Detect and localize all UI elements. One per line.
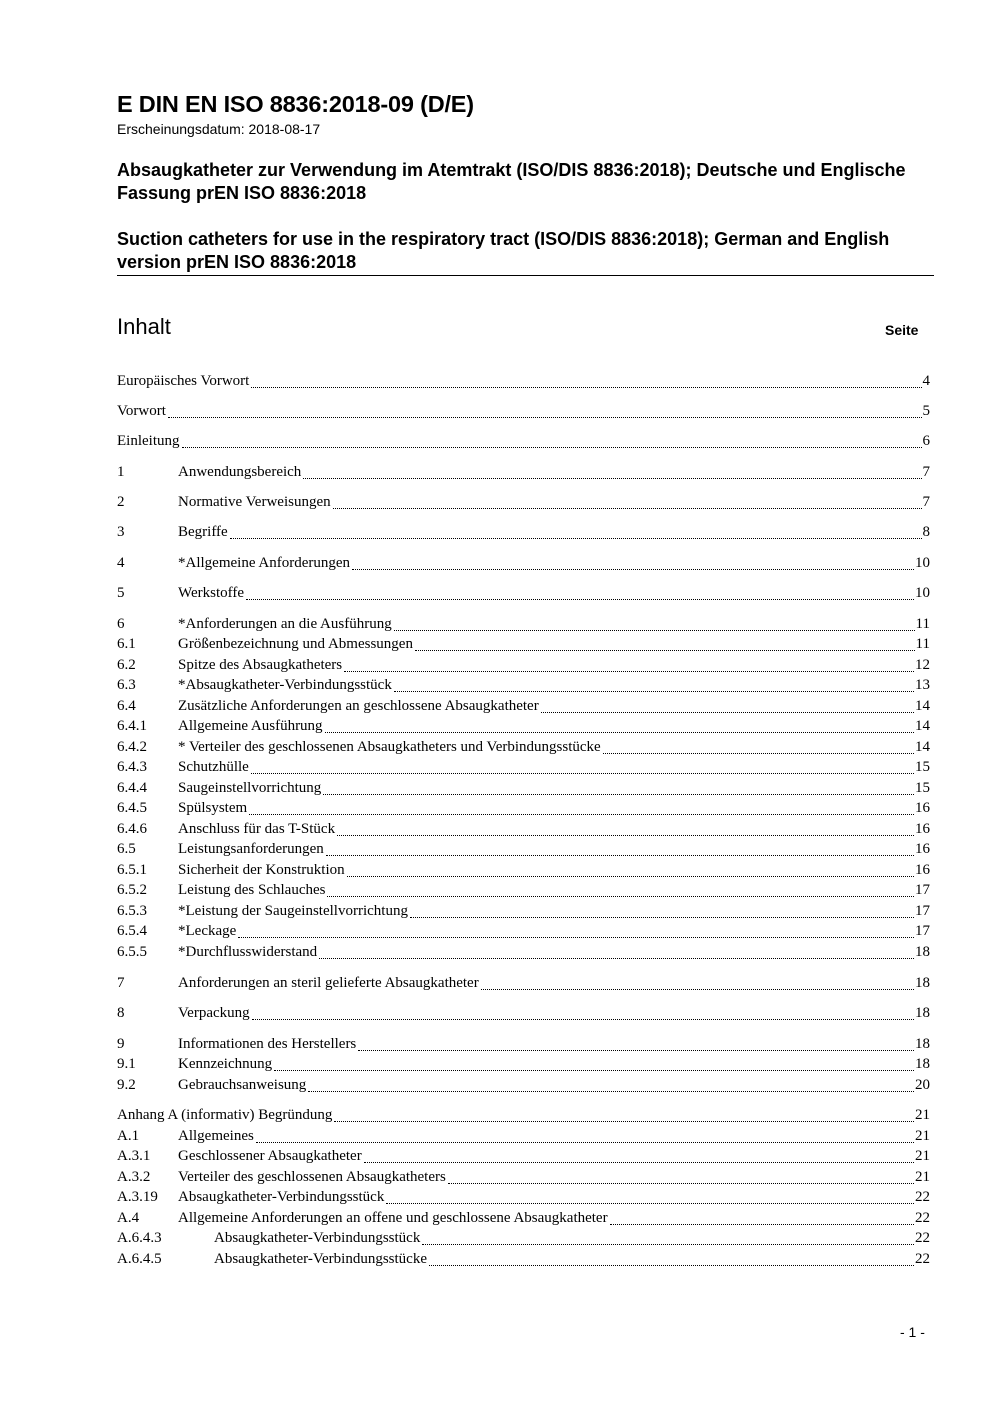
toc-leader-dots xyxy=(326,854,914,856)
toc-entry-number: 9.1 xyxy=(117,1056,136,1072)
toc-leader-dots xyxy=(481,988,914,990)
toc-entry-title: Spülsystem xyxy=(178,800,248,816)
toc-entry-title: Gebrauchsanweisung xyxy=(178,1077,307,1093)
toc-leader-dots xyxy=(246,598,914,600)
toc-entry-page: 21 xyxy=(915,1148,930,1164)
toc-entry-page: 17 xyxy=(915,903,930,919)
toc-entry-page: 16 xyxy=(915,841,930,857)
toc-entry-title: Leistungsanforderungen xyxy=(178,841,324,857)
toc-entry-title: Größenbezeichnung und Abmessungen xyxy=(178,636,413,652)
toc-entry-number: 6.2 xyxy=(117,657,136,673)
toc-entry[interactable] xyxy=(117,433,930,453)
toc-entry-number: 6.4.5 xyxy=(117,800,147,816)
toc-entry[interactable] xyxy=(117,800,930,820)
toc-entry-page: 13 xyxy=(915,677,930,693)
toc-entry-page: 22 xyxy=(915,1230,930,1246)
toc-leader-dots xyxy=(168,416,922,418)
toc-entry-number: 1 xyxy=(117,464,125,480)
toc-entry-title: Werkstoffe xyxy=(178,585,244,601)
toc-entry-title: *Anforderungen an die Ausführung xyxy=(178,616,392,632)
toc-entry-page: 4 xyxy=(922,373,930,389)
toc-entry-page: 20 xyxy=(915,1077,930,1093)
title-english: Suction catheters for use in the respiratory tract (ISO/DIS 8836:2018); German and English version prEN ISO 8836:2018 xyxy=(117,229,890,272)
toc-entry[interactable] xyxy=(117,882,930,902)
toc-entry-title: Allgemeine Anforderungen an offene und geschlossene Absaugkatheter xyxy=(178,1210,608,1226)
toc-entry[interactable] xyxy=(117,1128,930,1148)
toc-leader-dots xyxy=(323,793,914,795)
toc-leader-dots xyxy=(327,895,914,897)
toc-entry-title: Allgemeines xyxy=(178,1128,254,1144)
toc-leader-dots xyxy=(333,507,922,509)
toc-entry-page: 14 xyxy=(915,698,930,714)
toc-entry-page: 16 xyxy=(915,821,930,837)
toc-entry-title: Anschluss für das T-Stück xyxy=(178,821,336,837)
toc-leader-dots xyxy=(182,446,922,448)
toc-entry-number: 6.4.2 xyxy=(117,739,147,755)
toc-leader-dots xyxy=(386,1202,914,1204)
toc-entry-number: 6.1 xyxy=(117,636,136,652)
toc-entry[interactable] xyxy=(117,464,930,484)
toc-entry-number: 6.4.6 xyxy=(117,821,147,837)
toc-entry-number: A.4 xyxy=(117,1210,140,1226)
toc-leader-dots xyxy=(274,1069,914,1071)
toc-entry-number: 6.4.1 xyxy=(117,718,147,734)
toc-entry-number: A.1 xyxy=(117,1128,140,1144)
toc-leader-dots xyxy=(429,1264,914,1266)
toc-entry-page: 18 xyxy=(915,944,930,960)
toc-entry[interactable] xyxy=(117,677,930,697)
toc-entry[interactable] xyxy=(117,780,930,800)
toc-leader-dots xyxy=(319,957,914,959)
toc-entry-number: 3 xyxy=(117,524,125,540)
toc-entry-title: Begriffe xyxy=(178,524,228,540)
toc-leader-dots xyxy=(344,670,914,672)
toc-entry-number: 6.3 xyxy=(117,677,136,693)
toc-entry-page: 8 xyxy=(922,524,930,540)
toc-entry-title: Absaugkatheter-Verbindungsstück xyxy=(214,1230,421,1246)
toc-entry[interactable] xyxy=(117,403,930,423)
publication-date: Erscheinungsdatum: 2018-08-17 xyxy=(117,121,321,137)
toc-entry-title: Einleitung xyxy=(117,433,180,449)
toc-entry[interactable] xyxy=(117,616,930,636)
toc-entry-number: 9 xyxy=(117,1036,125,1052)
toc-entry-number: 6.5.4 xyxy=(117,923,147,939)
toc-entry-number: 6.5 xyxy=(117,841,136,857)
document-id: E DIN EN ISO 8836:2018-09 (D/E) xyxy=(117,91,474,117)
toc-entry-title: Normative Verweisungen xyxy=(178,494,331,510)
toc-leader-dots xyxy=(352,568,914,570)
toc-entry-page: 16 xyxy=(915,800,930,816)
toc-entry-title: Verteiler des geschlossenen Absaugkatheters xyxy=(178,1169,446,1185)
toc-leader-dots xyxy=(394,629,915,631)
toc-entry[interactable] xyxy=(117,1077,930,1097)
toc-entry[interactable] xyxy=(117,975,930,995)
toc-leader-dots xyxy=(541,711,914,713)
toc-entry-page: 18 xyxy=(915,1005,930,1021)
toc-leader-dots xyxy=(249,813,914,815)
toc-entry-title: Verpackung xyxy=(178,1005,250,1021)
toc-entry[interactable] xyxy=(117,923,930,943)
toc-entry-title: Spitze des Absaugkatheters xyxy=(178,657,343,673)
footer-page-number: - 1 - xyxy=(900,1324,925,1340)
toc-leader-dots xyxy=(303,477,921,479)
toc-entry-page: 14 xyxy=(915,739,930,755)
header-divider xyxy=(117,275,934,276)
toc-entry-number: 6.5.3 xyxy=(117,903,147,919)
toc-leader-dots xyxy=(422,1243,914,1245)
toc-entry-page: 21 xyxy=(915,1128,930,1144)
toc-entry-page: 15 xyxy=(915,759,930,775)
toc-entry[interactable] xyxy=(117,1056,930,1076)
toc-entry-number: 5 xyxy=(117,585,125,601)
toc-entry-title: Leistung des Schlauches xyxy=(178,882,326,898)
toc-leader-dots xyxy=(415,649,915,651)
toc-entry-page: 7 xyxy=(922,464,930,480)
toc-entry-title: Allgemeine Ausführung xyxy=(178,718,323,734)
toc-entry[interactable] xyxy=(117,1189,930,1209)
toc-entry-page: 16 xyxy=(915,862,930,878)
toc-entry[interactable] xyxy=(117,903,930,923)
toc-entry-title: Zusätzliche Anforderungen an geschlossene Absaugkatheter xyxy=(178,698,539,714)
toc-entry-number: 6.4.4 xyxy=(117,780,147,796)
toc-entry-title: Absaugkatheter-Verbindungsstücke xyxy=(214,1251,427,1267)
toc-entry-page: 22 xyxy=(915,1210,930,1226)
toc-entry[interactable] xyxy=(117,821,930,841)
toc-entry[interactable] xyxy=(117,555,930,575)
toc-leader-dots xyxy=(238,936,914,938)
toc-entry-title: Informationen des Herstellers xyxy=(178,1036,357,1052)
toc-entry-page: 18 xyxy=(915,1036,930,1052)
toc-entry[interactable] xyxy=(117,657,930,677)
toc-entry[interactable] xyxy=(117,494,930,514)
toc-leader-dots xyxy=(334,1120,914,1122)
toc-leader-dots xyxy=(410,916,914,918)
toc-entry[interactable] xyxy=(117,862,930,882)
toc-entry-page: 15 xyxy=(915,780,930,796)
toc-entry-page: 21 xyxy=(915,1169,930,1185)
toc-entry-number: 6.4 xyxy=(117,698,136,714)
toc-entry-page: 12 xyxy=(915,657,930,673)
toc-entry-title: *Allgemeine Anforderungen xyxy=(178,555,351,571)
toc-entry-title: *Leckage xyxy=(178,923,237,939)
toc-heading: Inhalt xyxy=(117,314,171,339)
toc-entry[interactable] xyxy=(117,1251,930,1271)
toc-entry-page: 17 xyxy=(915,882,930,898)
toc-entry-number: 6.5.5 xyxy=(117,944,147,960)
toc-entry-page: 5 xyxy=(922,403,930,419)
toc-leader-dots xyxy=(308,1090,914,1092)
toc-entry[interactable] xyxy=(117,585,930,605)
toc-entry-number: A.3.19 xyxy=(117,1189,158,1205)
toc-entry-number: 4 xyxy=(117,555,125,571)
toc-leader-dots xyxy=(347,875,914,877)
toc-entry-number: A.3.2 xyxy=(117,1169,151,1185)
toc-entry-page: 18 xyxy=(915,975,930,991)
toc-entry-number: 6.4.3 xyxy=(117,759,147,775)
toc-entry-title: Sicherheit der Konstruktion xyxy=(178,862,345,878)
toc-entry[interactable] xyxy=(117,1148,930,1168)
toc-entry[interactable] xyxy=(117,698,930,718)
toc-entry[interactable] xyxy=(117,841,930,861)
toc-entry[interactable] xyxy=(117,1107,930,1127)
toc-entry-number: 6 xyxy=(117,616,125,632)
toc-entry-number: 6.5.1 xyxy=(117,862,147,878)
toc-entry-title: *Absaugkatheter-Verbindungsstück xyxy=(178,677,392,693)
toc-leader-dots xyxy=(603,752,914,754)
toc-entry-title: Geschlossener Absaugkatheter xyxy=(178,1148,362,1164)
toc-entry-number: 8 xyxy=(117,1005,125,1021)
toc-entry-title: Absaugkatheter-Verbindungsstück xyxy=(178,1189,385,1205)
toc-entry[interactable] xyxy=(117,1036,930,1056)
toc-entry-title: Anwendungsbereich xyxy=(178,464,302,480)
toc-entry[interactable] xyxy=(117,718,930,738)
toc-entry-title: Schutzhülle xyxy=(178,759,249,775)
toc-entry[interactable] xyxy=(117,1230,930,1250)
toc-entry-number: A.6.4.3 xyxy=(117,1230,162,1246)
toc-entry-title: Vorwort xyxy=(117,403,166,419)
toc-entry-title: *Durchflusswiderstand xyxy=(178,944,318,960)
toc-entry-page: 18 xyxy=(915,1056,930,1072)
toc-entry-page: 17 xyxy=(915,923,930,939)
toc-entry-number: 2 xyxy=(117,494,125,510)
toc-entry[interactable] xyxy=(117,944,930,964)
toc-entry-page: 22 xyxy=(915,1251,930,1267)
toc-entry-number: 6.5.2 xyxy=(117,882,147,898)
toc-page-column-label: Seite xyxy=(885,322,919,338)
toc-entry[interactable] xyxy=(117,1210,930,1230)
toc-leader-dots xyxy=(448,1182,914,1184)
toc-leader-dots xyxy=(251,386,921,388)
toc-leader-dots xyxy=(358,1049,914,1051)
toc-entry-page: 11 xyxy=(915,636,930,652)
toc-entry[interactable] xyxy=(117,739,930,759)
toc-leader-dots xyxy=(610,1223,914,1225)
toc-entry-page: 14 xyxy=(915,718,930,734)
toc-entry-page: 22 xyxy=(915,1189,930,1205)
toc-entry[interactable] xyxy=(117,759,930,779)
toc-entry[interactable] xyxy=(117,373,930,393)
toc-entry-page: 21 xyxy=(915,1107,930,1123)
toc-entry-title: Kennzeichnung xyxy=(178,1056,273,1072)
toc-entry-title: Anforderungen an steril gelieferte Absaugkatheter xyxy=(178,975,479,991)
toc-leader-dots xyxy=(256,1141,914,1143)
toc-entry-page: 10 xyxy=(915,585,930,601)
toc-entry-page: 6 xyxy=(922,433,930,449)
toc-leader-dots xyxy=(337,834,914,836)
toc-leader-dots xyxy=(251,772,914,774)
toc-entry[interactable] xyxy=(117,636,930,656)
toc-leader-dots xyxy=(364,1161,914,1163)
toc-entry[interactable] xyxy=(117,524,930,544)
toc-entry-title: *Leistung der Saugeinstellvorrichtung xyxy=(178,903,408,919)
toc-leader-dots xyxy=(325,731,914,733)
toc-entry[interactable] xyxy=(117,1005,930,1025)
toc-entry-title: * Verteiler des geschlossenen Absaugkatheters und Verbindungsstücke xyxy=(178,739,601,755)
toc-entry-page: 11 xyxy=(915,616,930,632)
toc-leader-dots xyxy=(394,690,914,692)
toc-entry-title: Saugeinstellvorrichtung xyxy=(178,780,322,796)
toc-entry-number: A.3.1 xyxy=(117,1148,151,1164)
toc-entry-title: Europäisches Vorwort xyxy=(117,373,250,389)
toc-leader-dots xyxy=(252,1018,914,1020)
toc-entry-number: 9.2 xyxy=(117,1077,136,1093)
toc-entry-title: Anhang A (informativ) Begründung xyxy=(117,1107,333,1123)
toc-leader-dots xyxy=(230,537,922,539)
toc-entry[interactable] xyxy=(117,1169,930,1189)
toc-entry-page: 10 xyxy=(915,555,930,571)
toc-entry-number: A.6.4.5 xyxy=(117,1251,162,1267)
title-german: Absaugkatheter zur Verwendung im Atemtrakt (ISO/DIS 8836:2018); Deutsche und Englische Fassung prEN ISO 8836:2018 xyxy=(117,160,906,203)
toc-entry-number: 7 xyxy=(117,975,125,991)
toc-entry-page: 7 xyxy=(922,494,930,510)
